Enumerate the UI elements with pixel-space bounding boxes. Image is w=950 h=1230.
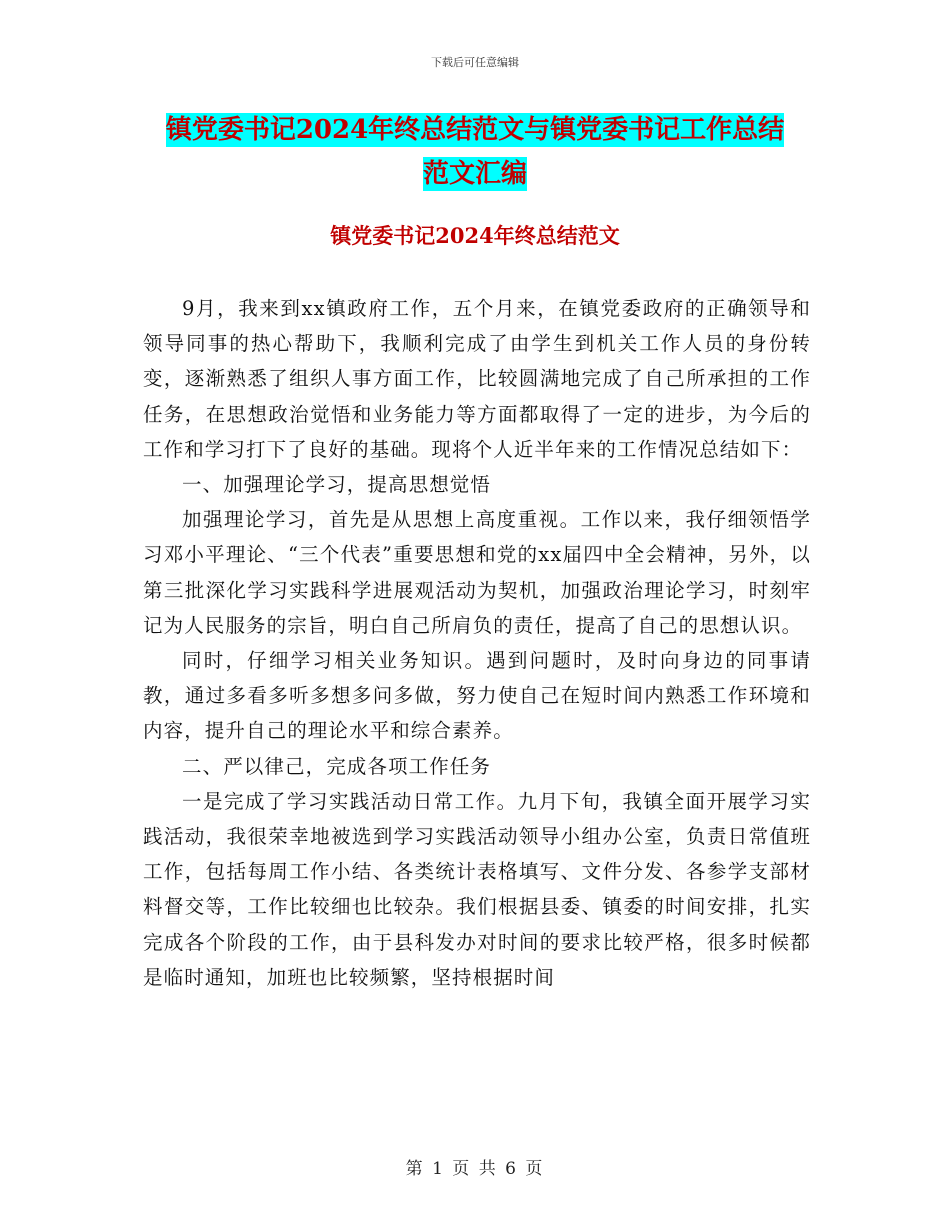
section-title: 镇党委书记2024年终总结范文 (330, 223, 620, 248)
heading-section-1: 一、加强理论学习，提高思想觉悟 (182, 473, 492, 497)
document-title-text-2: 范文汇编 (422, 159, 527, 189)
paragraph-practice-work: 一是完成了学习实践活动日常工作。九月下旬，我镇全面开展学习实践活动，我很荣幸地被选到学习实践活动领导小组办公室，负责日常值班工作，包括每周工作小结、各类统计表格填写、文件分发、各参学支部材料督交等，工作比较细也比较杂。我们根据县委、镇委的时间安排，扎实完成各个阶段的工作，由于县科发办对时间的要求比较严格，很多时候都是临时通知，加班也比较频繁，坚持根据时间 (143, 789, 811, 989)
document-body (143, 291, 811, 995)
heading-section-2: 二、严以律己，完成各项工作任务 (182, 754, 492, 778)
paragraph-theory-study: 加强理论学习，首先是从思想上高度重视。工作以来，我仔细领悟学习邓小平理论、“三个代表”重要思想和党的xx届四中全会精神，另外，以第三批深化学习实践科学进展观活动为契机，加强政治理论学习，时刻牢记为人民服务的宗旨，明白自己所肩负的责任，提高了自己的思想认识。 (143, 508, 811, 637)
document-title-line-1 (0, 110, 950, 150)
header-note: 下载后可任意编辑 (431, 56, 519, 69)
page-number: 第 1 页 共 6 页 (405, 1159, 545, 1179)
paragraph-intro: 9月，我来到xx镇政府工作，五个月来，在镇党委政府的正确领导和领导同事的热心帮助下，我顺利完成了由学生到机关工作人员的身份转变，逐渐熟悉了组织人事方面工作，比较圆满地完成了自己所承担的工作任务，在思想政治觉悟和业务能力等方面都取得了一定的进步，为今后的工作和学习打下了良好的基础。现将个人近半年来的工作情况总结如下： (143, 297, 811, 461)
paragraph-business-study: 同时，仔细学习相关业务知识。遇到问题时，及时向身边的同事请教，通过多看多听多想多问多做，努力使自己在短时间内熟悉工作环境和内容，提升自己的理论水平和综合素养。 (143, 649, 811, 743)
document-title-line-2 (0, 154, 950, 194)
document-title-text-1: 镇党委书记2024年终总结范文与镇党委书记工作总结 (165, 115, 785, 145)
